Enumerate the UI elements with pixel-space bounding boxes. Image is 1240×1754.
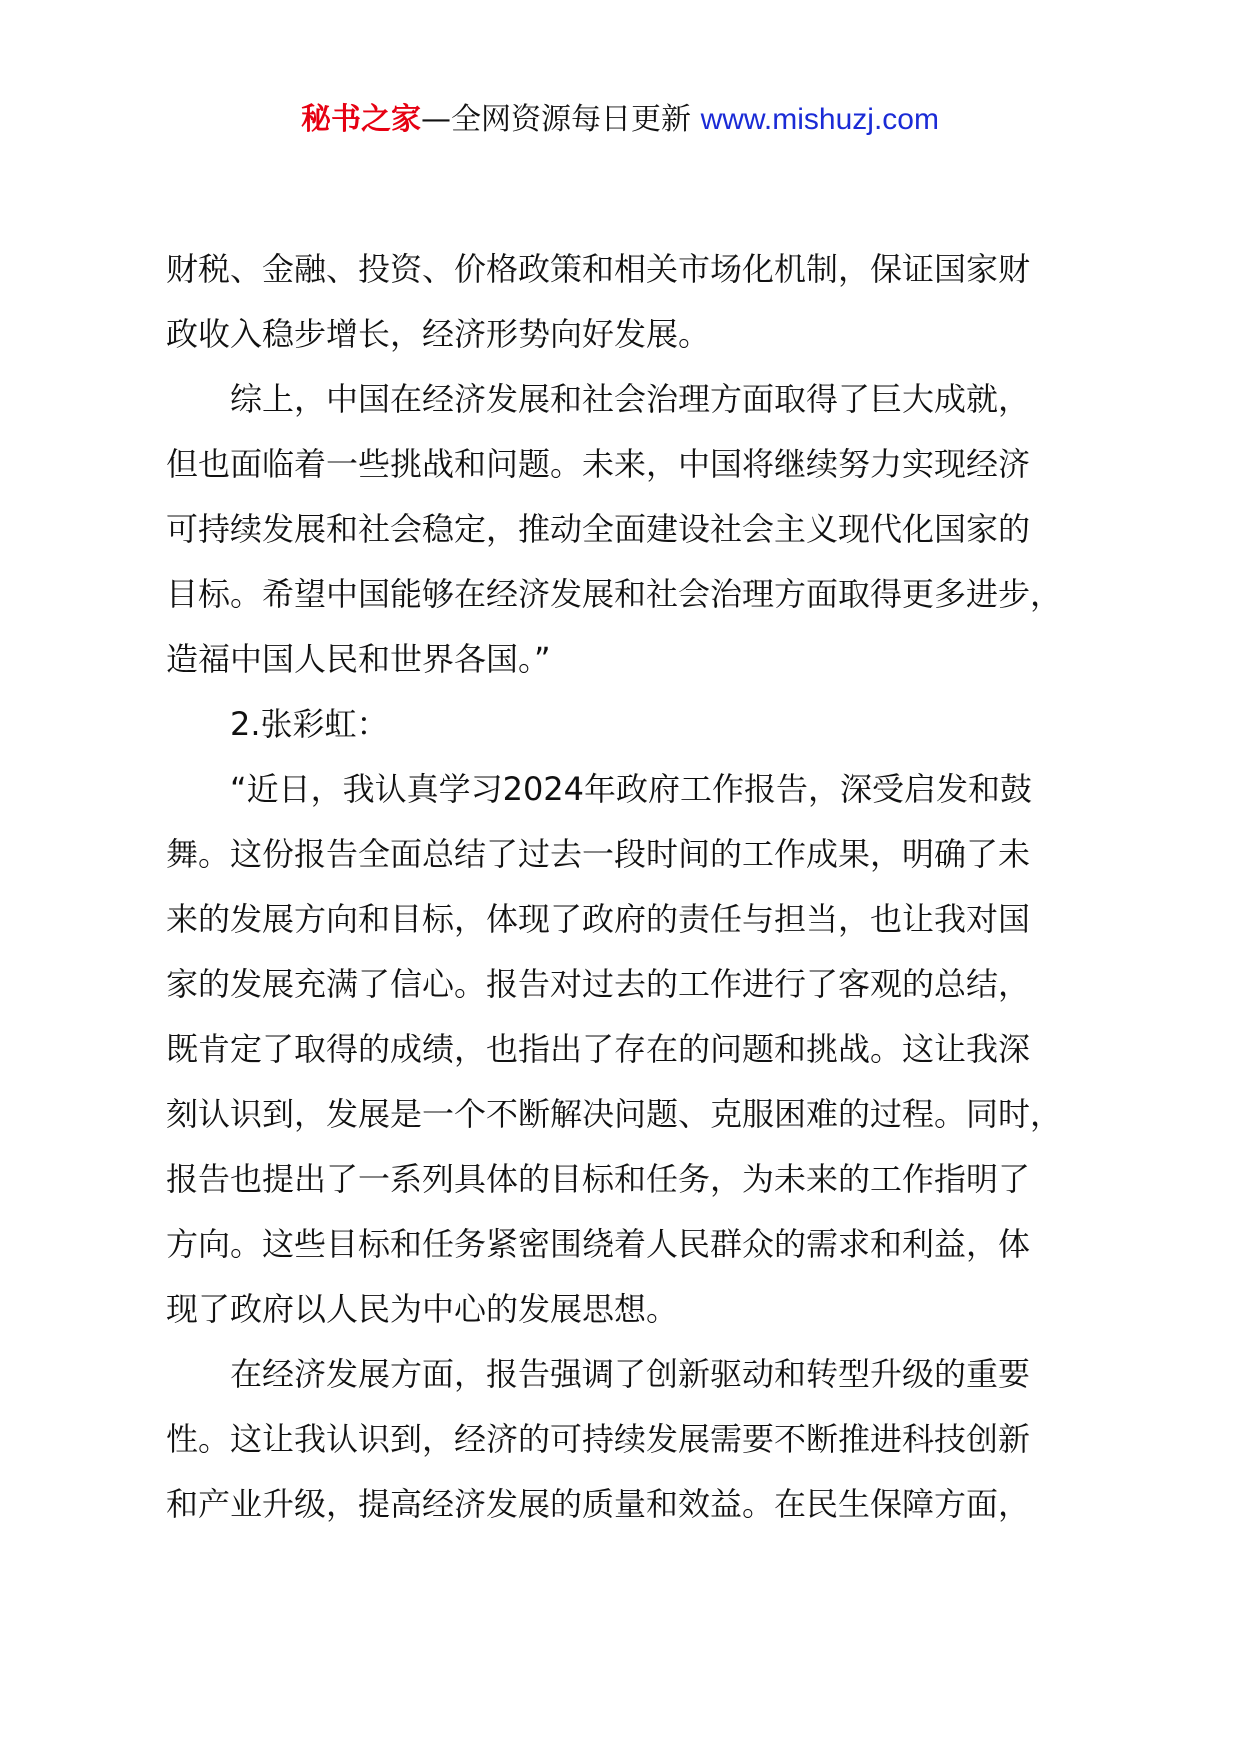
paragraph-start-line: “近日，我认真学习2024年政府工作报告，深受启发和鼓 xyxy=(230,770,1033,808)
text-line: 但也面临着一些挑战和问题。未来，中国将继续努力实现经济 xyxy=(166,445,1031,483)
text-line: 现了政府以人民为中心的发展思想。 xyxy=(166,1290,679,1328)
document-body xyxy=(166,237,1096,1537)
text-line: 目标。希望中国能够在经济发展和社会治理方面取得更多进步， xyxy=(166,575,1063,613)
text-line: 来的发展方向和目标，体现了政府的责任与担当，也让我对国 xyxy=(166,900,1031,938)
text-line: 既肯定了取得的成绩，也指出了存在的问题和挑战。这让我深 xyxy=(166,1030,1031,1068)
page-header xyxy=(0,100,1240,140)
paragraph-start-line: 综上，中国在经济发展和社会治理方面取得了巨大成就， xyxy=(230,380,1031,418)
text-line: 报告也提出了一系列具体的目标和任务，为未来的工作指明了 xyxy=(166,1160,1031,1198)
text-line: 性。这让我认识到，经济的可持续发展需要不断推进科技创新 xyxy=(166,1420,1031,1458)
text-line: 可持续发展和社会稳定，推动全面建设社会主义现代化国家的 xyxy=(166,510,1031,548)
section-heading: 2.张彩虹： xyxy=(230,705,389,743)
text-line: 方向。这些目标和任务紧密围绕着人民群众的需求和利益，体 xyxy=(166,1225,1031,1263)
text-line: 造福中国人民和世界各国。” xyxy=(166,640,551,678)
brand-name: 秘书之家 xyxy=(301,102,422,137)
text-line: 刻认识到，发展是一个不断解决问题、克服困难的过程。同时， xyxy=(166,1095,1063,1133)
text-line: 财税、金融、投资、价格政策和相关市场化机制，保证国家财 xyxy=(166,250,1031,288)
text-line: 家的发展充满了信心。报告对过去的工作进行了客观的总结， xyxy=(166,965,1031,1003)
site-url[interactable]: www.mishuzj.com xyxy=(700,103,939,136)
text-line: 和产业升级，提高经济发展的质量和效益。在民生保障方面， xyxy=(166,1485,1031,1523)
text-line: 舞。这份报告全面总结了过去一段时间的工作成果，明确了未 xyxy=(166,835,1031,873)
header-tagline: —全网资源每日更新 xyxy=(421,102,692,137)
paragraph-start-line: 在经济发展方面，报告强调了创新驱动和转型升级的重要 xyxy=(230,1355,1031,1393)
text-line: 政收入稳步增长，经济形势向好发展。 xyxy=(166,315,711,353)
